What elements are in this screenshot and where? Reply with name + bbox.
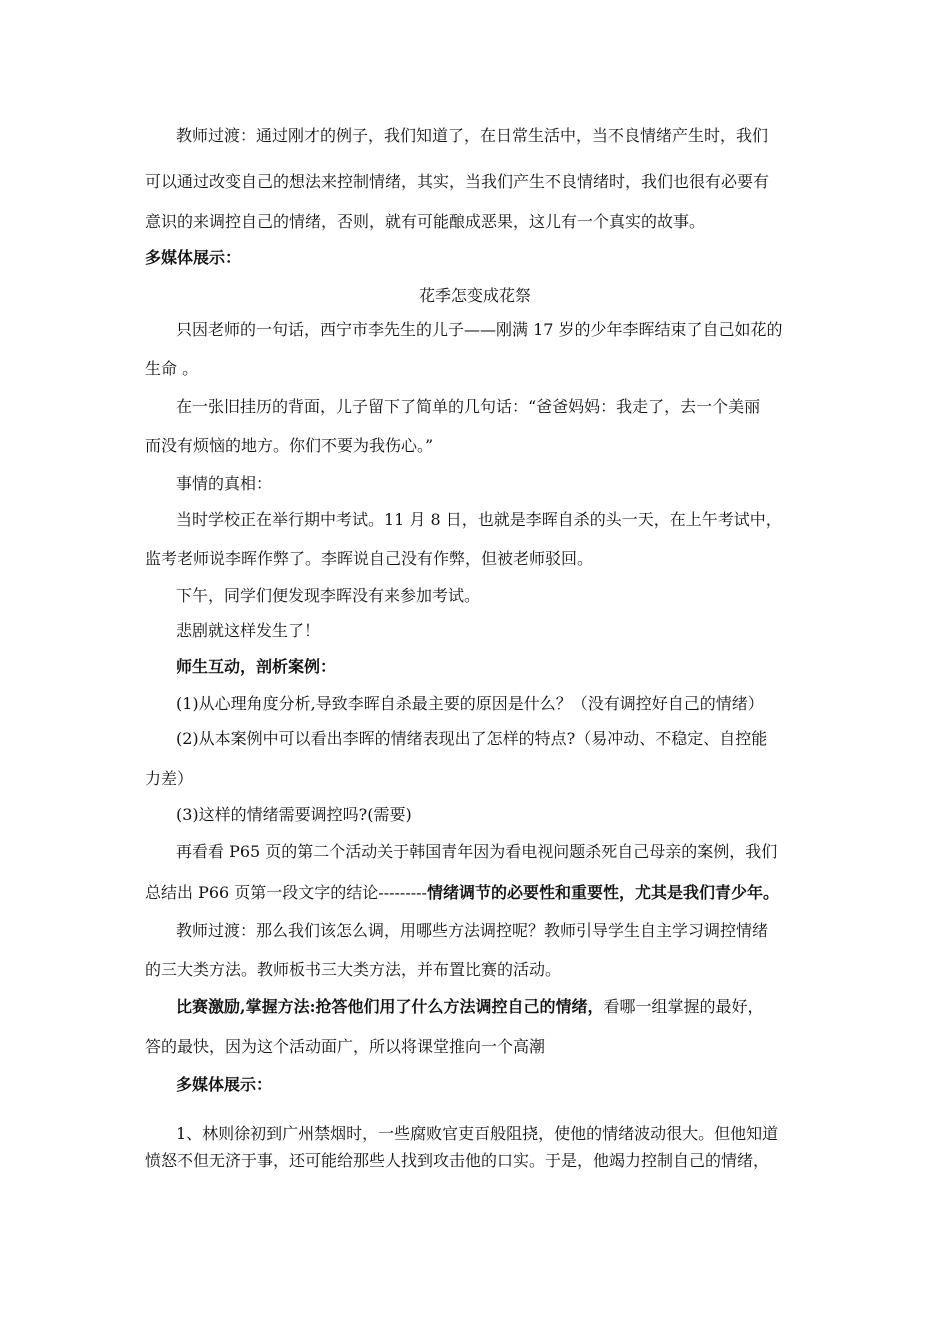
section-heading: 多媒体展示： <box>145 248 242 267</box>
paragraph-line: 愤怒不但无济于事，还可能给那些人找到攻击他的口实。于是，他竭力控制自己的情绪， <box>145 1151 770 1170</box>
story-title: 花季怎变成花祭 <box>418 286 531 305</box>
question-line: (3)这样的情绪需要调控吗?(需要) <box>176 805 412 824</box>
paragraph-line: 当时学校正在举行期中考试。11 月 8 日，也就是李晖自杀的头一天，在上午考试中， <box>176 510 782 529</box>
paragraph-line: 在一张旧挂历的背面，儿子留下了简单的几句话：“爸爸妈妈：我走了，去一个美丽 <box>176 397 761 416</box>
paragraph-line: 只因老师的一句话，西宁市李先生的儿子——刚满 17 岁的少年李晖结束了自己如花的 <box>176 320 783 339</box>
paragraph-line: 意识的来调控自己的情绪，否则，就有可能酿成恶果，这儿有一个真实的故事。 <box>145 212 706 231</box>
paragraph-line: 教师过渡：那么我们该怎么调，用哪些方法调控呢？教师引导学生自主学习调控情绪 <box>176 921 769 940</box>
paragraph-line: 悲剧就这样发生了！ <box>176 621 321 640</box>
question-line: (2)从本案例中可以看出李晖的情绪表现出了怎样的特点?（易冲动、不稳定、自控能 <box>176 729 768 748</box>
activity-bold: 比赛激励,掌握方法:抢答他们用了什么方法调控自己的情绪， <box>176 997 604 1016</box>
paragraph-line: 1、林则徐初到广州禁烟时，一些腐败官吏百般阻挠，使他的情绪波动很大。但他知道 <box>176 1124 779 1143</box>
paragraph-line: 事情的真相： <box>176 474 273 493</box>
paragraph-line <box>145 883 779 903</box>
paragraph-line: 可以通过改变自己的想法来控制情绪，其实，当我们产生不良情绪时，我们也很有必要有 <box>145 172 770 191</box>
paragraph-line <box>176 997 764 1017</box>
question-line: 力差） <box>145 769 194 788</box>
conclusion-bold: 情绪调节的必要性和重要性，尤其是我们青少年。 <box>426 883 779 902</box>
paragraph-line: 下午，同学们便发现李晖没有来参加考试。 <box>176 586 481 605</box>
paragraph-line: 再看看 P65 页的第二个活动关于韩国青年因为看电视问题杀死自己母亲的案例，我们 <box>176 842 778 861</box>
conclusion-lead: 总结出 P66 页第一段文字的结论--------- <box>145 883 427 902</box>
paragraph-line: 而没有烦恼的地方。你们不要为我伤心。” <box>145 436 434 455</box>
paragraph-line: 监考老师说李晖作弊了。李晖说自己没有作弊，但被老师驳回。 <box>145 549 594 568</box>
question-line: (1)从心理角度分析,导致李晖自杀最主要的原因是什么？（没有调控好自己的情绪） <box>176 694 764 713</box>
activity-text: 看哪一组掌握的最好， <box>603 997 764 1016</box>
section-heading: 多媒体展示： <box>176 1075 273 1094</box>
section-heading: 师生互动，剖析案例： <box>176 657 337 676</box>
paragraph-line: 生命 。 <box>145 359 199 378</box>
paragraph-line: 答的最快，因为这个活动面广，所以将课堂推向一个高潮 <box>145 1037 546 1056</box>
paragraph-line: 教师过渡：通过刚才的例子，我们知道了，在日常生活中，当不良情绪产生时，我们 <box>176 126 769 145</box>
paragraph-line: 的三大类方法。教师板书三大类方法，并布置比赛的活动。 <box>145 960 562 979</box>
